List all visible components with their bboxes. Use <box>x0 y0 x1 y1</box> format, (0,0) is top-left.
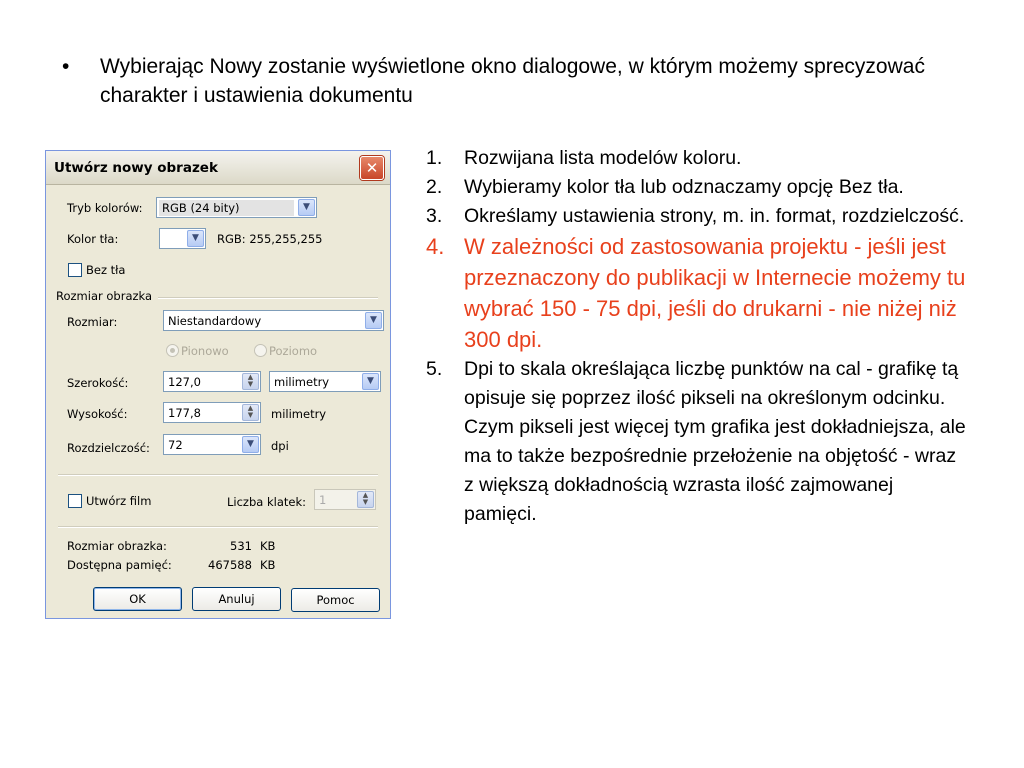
frames-label: Liczba klatek: <box>227 495 306 509</box>
list-item <box>426 144 971 173</box>
resolution-unit: dpi <box>271 439 289 453</box>
image-size-unit: KB <box>260 539 276 553</box>
width-unit-value: milimetry <box>274 375 330 389</box>
image-size-value: 531 <box>230 539 252 553</box>
frames-value: 1 <box>319 493 327 507</box>
size-value: Niestandardowy <box>168 314 262 328</box>
list-item-text: Określamy ustawienia strony, m. in. format, rozdzielczość. <box>464 205 965 227</box>
width-value: 127,0 <box>168 375 201 389</box>
resolution-label: Rozdzielczość: <box>67 441 150 455</box>
landscape-label: Poziomo <box>269 344 318 358</box>
list-item-number: 4. <box>426 234 445 259</box>
group-divider <box>158 297 378 299</box>
cancel-button[interactable]: Anuluj <box>192 587 281 611</box>
size-group-label: Rozmiar obrazka <box>56 289 153 303</box>
list-item <box>426 355 971 529</box>
height-stepper[interactable] <box>163 402 261 423</box>
steps-list <box>426 144 971 529</box>
no-bg-label: Bez tła <box>86 263 126 277</box>
bg-color-label: Kolor tła: <box>67 232 119 246</box>
width-unit-select[interactable] <box>269 371 381 392</box>
new-image-dialog <box>45 150 391 619</box>
portrait-label: Pionowo <box>181 344 229 358</box>
list-item <box>426 202 971 231</box>
list-item <box>426 173 971 202</box>
color-mode-label: Tryb kolorów: <box>67 201 143 215</box>
intro-bullet <box>62 52 942 110</box>
size-label: Rozmiar: <box>67 315 118 329</box>
close-icon[interactable]: ✕ <box>360 156 384 180</box>
resolution-value: 72 <box>168 438 183 452</box>
width-stepper[interactable] <box>163 371 261 392</box>
help-button[interactable]: Pomoc <box>291 588 380 612</box>
spin-arrows-icon[interactable]: ▲ ▼ <box>242 404 259 421</box>
chevron-down-icon[interactable]: ▼ <box>365 312 382 329</box>
height-label: Wysokość: <box>67 407 128 421</box>
chevron-down-icon[interactable]: ▼ <box>362 373 379 390</box>
list-item-text: Rozwijana lista modelów koloru. <box>464 147 742 169</box>
ok-button[interactable]: OK <box>93 587 182 611</box>
frames-stepper[interactable] <box>314 489 376 510</box>
resolution-select[interactable] <box>163 434 261 455</box>
size-select[interactable] <box>163 310 384 331</box>
landscape-radio[interactable] <box>254 344 267 357</box>
chevron-down-icon[interactable]: ▼ <box>242 436 259 453</box>
list-item-text: Wybieramy kolor tła lub odznaczamy opcję Bez tła. <box>464 176 904 198</box>
create-film-label: Utwórz film <box>86 494 152 508</box>
free-memory-unit: KB <box>260 558 276 572</box>
height-value: 177,8 <box>168 406 201 420</box>
color-mode-value: RGB (24 bity) <box>159 200 294 216</box>
list-item-highlighted <box>426 231 971 355</box>
section-divider <box>58 474 378 476</box>
create-film-checkbox[interactable] <box>68 494 82 508</box>
list-item-number: 5. <box>426 358 443 380</box>
section-divider <box>58 526 378 528</box>
free-memory-label: Dostępna pamięć: <box>67 558 172 572</box>
bg-color-picker[interactable] <box>159 228 206 249</box>
intro-text: Wybierając Nowy zostanie wyświetlone okno dialogowe, w którym możemy sprecyzować charakter i ustawienia dokumentu <box>100 55 925 107</box>
width-label: Szerokość: <box>67 376 129 390</box>
list-item-text: W zależności od zastosowania projektu - jeśli jest przeznaczony do publikacji w Internecie możemy tu wybrać 150 - 75 dpi, jeśli do drukarni - nie niżej niż 300 dpi. <box>464 234 966 352</box>
dialog-title: Utwórz nowy obrazek <box>54 160 218 176</box>
chevron-down-icon[interactable]: ▼ <box>187 230 204 247</box>
image-size-label: Rozmiar obrazka: <box>67 539 167 553</box>
dialog-titlebar[interactable] <box>46 151 390 185</box>
spin-arrows-icon[interactable]: ▲ ▼ <box>242 373 259 390</box>
list-item-number: 1. <box>426 147 443 169</box>
portrait-radio[interactable] <box>166 344 179 357</box>
list-item-number: 2. <box>426 176 443 198</box>
bg-color-rgb: RGB: 255,255,255 <box>217 232 323 246</box>
chevron-down-icon[interactable]: ▼ <box>298 199 315 216</box>
list-item-text: Dpi to skala określająca liczbę punktów na cal - grafikę tą opisuje się poprzez ilość pikseli na określonym odcinku. Czym pikseli jest więcej tym grafika jest dokładniejsza, ale ma to także bezpośrednie przełożenie na objętość - wraz z większą dokładnością wzrasta ilość zajmowanej pamięci. <box>464 358 966 525</box>
color-mode-select[interactable] <box>156 197 317 218</box>
height-unit: milimetry <box>271 407 327 421</box>
free-memory-value: 467588 <box>208 558 252 572</box>
spin-arrows-icon[interactable]: ▲ ▼ <box>357 491 374 508</box>
no-bg-checkbox[interactable] <box>68 263 82 277</box>
list-item-number: 3. <box>426 205 443 227</box>
bullet-glyph: • <box>62 55 70 78</box>
